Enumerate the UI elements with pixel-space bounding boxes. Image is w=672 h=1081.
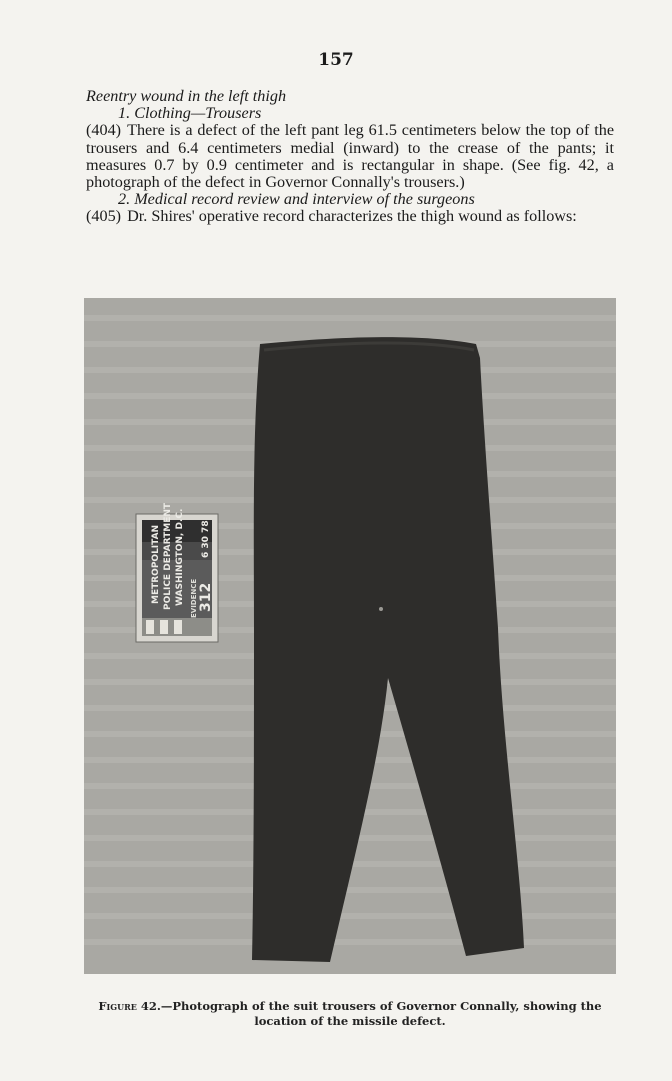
figure-caption (80, 999, 620, 1029)
page-number: 157 (318, 50, 354, 70)
tag-line-2: POLICE DEPARTMENT (163, 502, 173, 610)
tag-number: 312 (198, 582, 214, 612)
missile-defect-mark (379, 607, 383, 611)
evidence-tag (136, 502, 218, 642)
tag-line-1: METROPOLITAN (151, 524, 161, 604)
body-text (86, 88, 614, 226)
tag-date: 6 30 78 (201, 520, 211, 558)
subsection-heading-clothing: 1. Clothing—Trousers (118, 104, 262, 123)
section-heading: Reentry wound in the left thigh (86, 87, 287, 105)
paragraph-text: Dr. Shires' operative record characterizes the thigh wound as follows: (127, 207, 577, 226)
trousers-photograph (84, 298, 616, 974)
paragraph-404 (86, 122, 614, 191)
paragraph-number: (404) (86, 121, 122, 140)
subsection-heading-medical: 2. Medical record review and interview of the surgeons (118, 190, 475, 209)
tag-line-3: WASHINGTON, D.C. (175, 508, 185, 606)
caption-text: —Photograph of the suit trousers of Governor Connally, showing the location of the missile defect. (160, 999, 602, 1028)
photo-illustration (84, 298, 616, 974)
paragraph-text: There is a defect of the left pant leg 61.5 centimeters below the top of the trousers and 6.4 centimeters medial (inward) to the crease of the pants; it measures 0.7 by 0.9 centimeter and is rectangular in shape. (See fig. 42, a photograph of the defect in Governor Connally's trousers.) (86, 121, 614, 192)
paragraph-number: (405) (86, 207, 122, 226)
trousers-silhouette (252, 337, 524, 962)
paragraph-405 (86, 208, 614, 225)
caption-label: Figure 42. (98, 999, 161, 1013)
tag-evidence-label: EVIDENCE (190, 578, 198, 618)
